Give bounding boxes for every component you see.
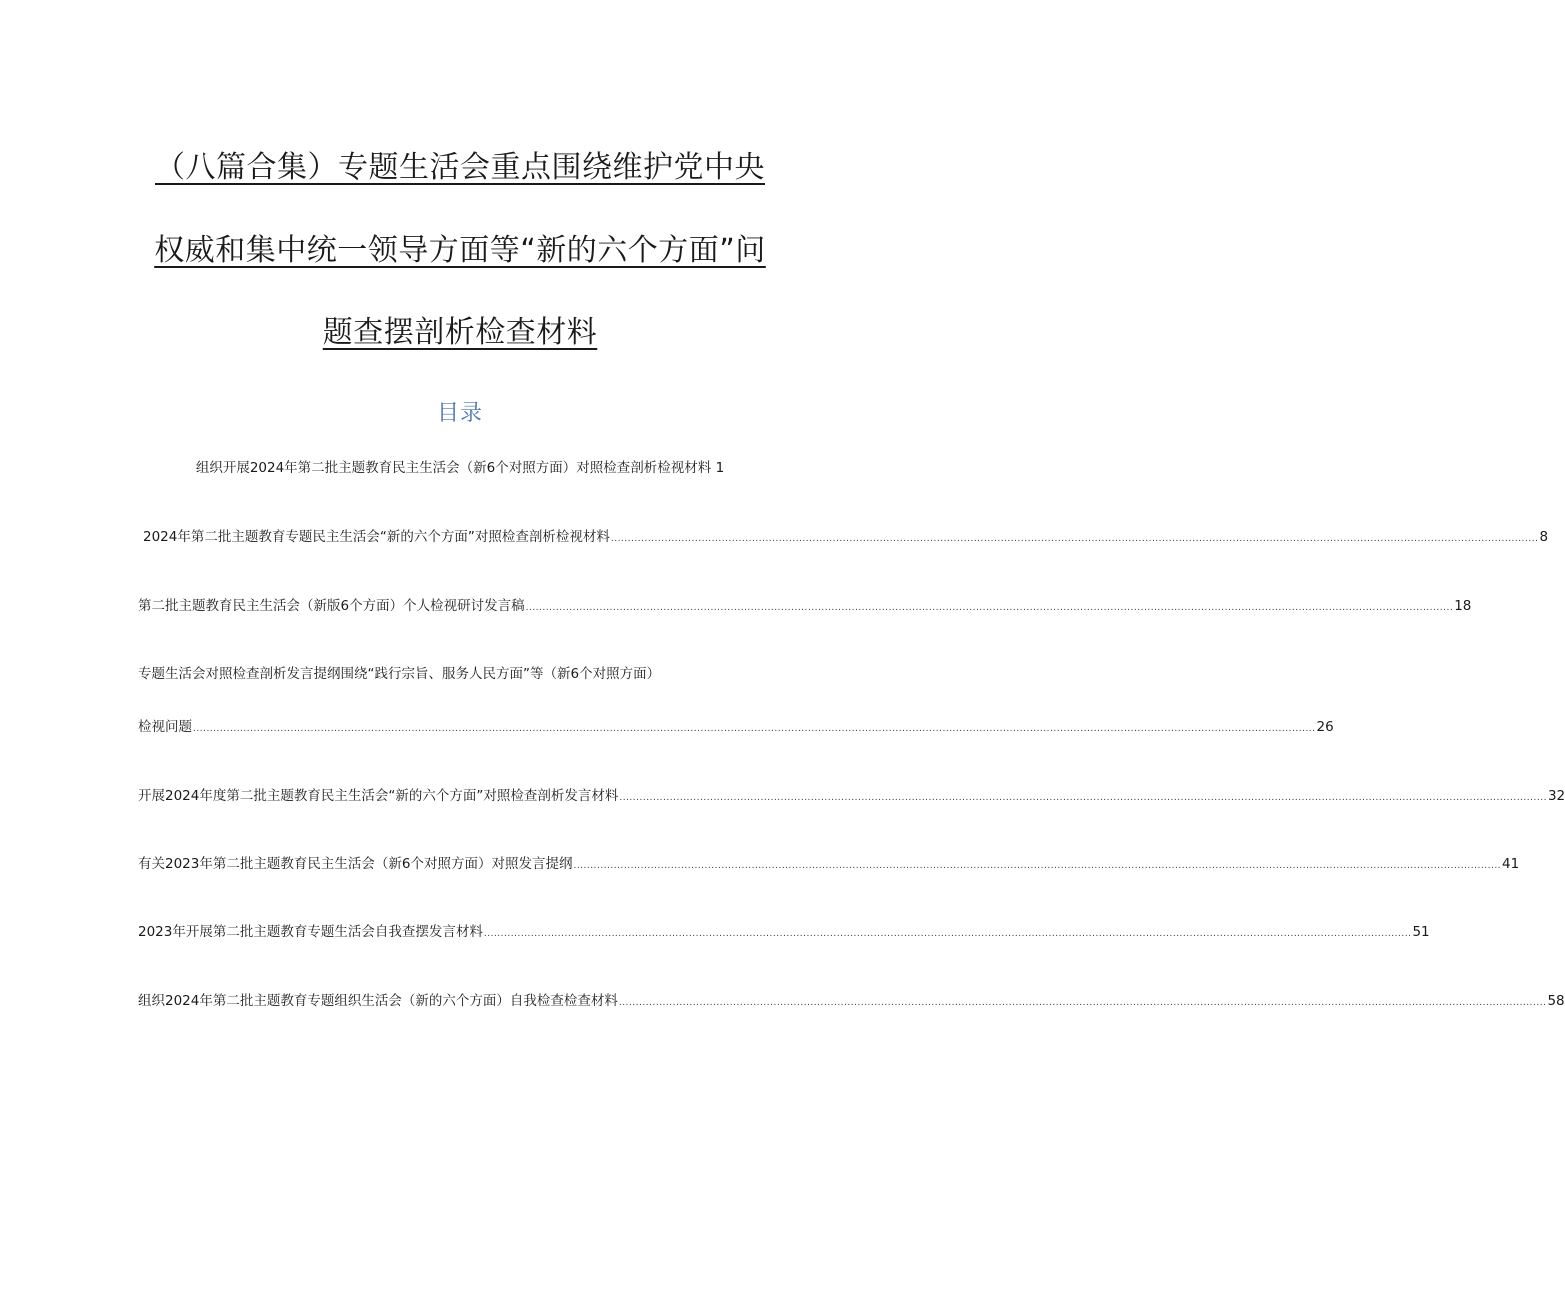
toc-entry-page: 58 [1547,993,1565,1009]
toc-leader-dots: .................................................................................................................................................................................................................................................................................... [573,861,1502,871]
toc-entry-label: 2024年第二批主题教育专题民主生活会“新的六个方面”对照检查剖析检视材料 [143,529,610,545]
toc-entry[interactable] [138,594,1472,614]
toc-entry-label: 检视问题 [138,719,192,735]
toc-entry-label: 有关2023年第二批主题教育民主生活会（新6个对照方面）对照发言提纲 [138,856,573,872]
toc-entry-label-line-1[interactable]: 专题生活会对照检查剖析发言提纲围绕“践行宗旨、服务人民方面”等（新6个对照方面） [138,666,661,682]
toc-leader-dots: .................................................................................................................................................................................................................................................................................... [525,603,1454,613]
toc-entry-label: 组织2024年第二批主题教育专题组织生活会（新的六个方面）自我检查检查材料 [138,993,618,1009]
toc-entry-label: 开展2024年度第二批主题教育民主生活会“新的六个方面”对照检查剖析发言材料 [138,788,619,804]
toc-leader-dots: .................................................................................................................................................................................................................................................................................... [618,998,1547,1008]
toc-entry[interactable] [143,525,1549,545]
toc-leader-dots: .................................................................................................................................................................................................................................................................................... [619,793,1547,803]
toc-entry[interactable] [138,989,1565,1009]
document-title-line-1: （八篇合集）专题生活会重点围绕维护党中央 [155,150,765,185]
toc-leader-dots: .................................................................................................................................................................................................................................................................................... [483,929,1412,939]
toc-entry-page: 26 [1316,719,1334,735]
toc-entry-label: 第二批主题教育民主生活会（新版6个方面）个人检视研讨发言稿 [138,598,525,614]
toc-entry-label: 组织开展2024年第二批主题教育民主生活会（新6个对照方面）对照检查剖析检视材料 [195,460,712,476]
toc-leader-dots: .................................................................................................................................................................................................................................................................................... [610,534,1539,544]
toc-entry-page: 18 [1454,598,1472,614]
toc-entry-page: 8 [1539,529,1549,545]
toc-entry[interactable] [138,920,1430,940]
toc-entry[interactable] [138,852,1520,872]
toc-leader-dots: .............................................................................................................................................................................................................................................................................................................................................. [193,724,1316,734]
toc-entry-page: 41 [1502,856,1520,872]
toc-entry[interactable] [138,715,1334,735]
toc-entry[interactable] [138,784,1565,804]
toc-entry[interactable] [0,456,920,476]
toc-entry-label: 2023年开展第二批主题教育专题生活会自我查摆发言材料 [138,924,483,940]
toc-heading: 目录 [436,401,483,426]
toc-entry-page: 51 [1412,924,1430,940]
document-title-line-3: 题查摆剖析检查材料 [322,315,598,350]
document-title-line-2: 权威和集中统一领导方面等“新的六个方面”问 [154,233,766,268]
toc-entry-page: 32 [1547,788,1565,804]
toc-entry-page: 1 [715,460,725,476]
